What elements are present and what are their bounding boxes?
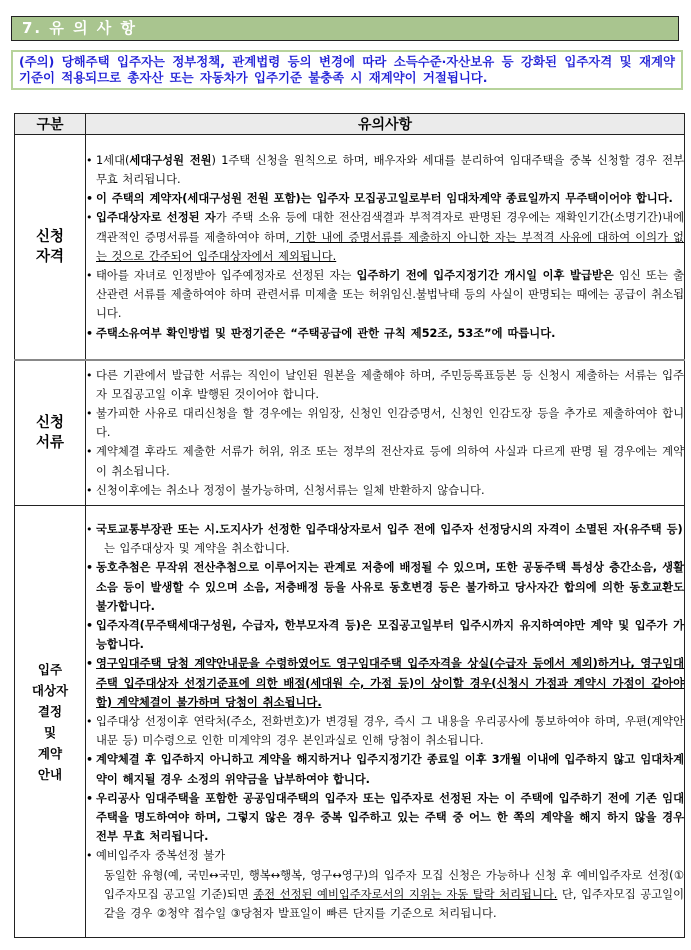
list-item: • 계약체결 후 입주하지 아니하고 계약을 해지하거나 입주지정기간 종료일 이후 3개월 이내에 입주하지 않고 임대차계약이 해지될 경우 소정의 위약금을 납부하여야 합니다. — [86, 750, 684, 788]
list-item — [86, 266, 684, 324]
list-item: • 다른 기관에서 발급한 서류는 직인이 날인된 원본을 제출해야 하며, 주민등록표등본 등 신청시 제출하는 서류는 입주자 모집공고일 이후 발행된 것이어야 합니다. — [86, 366, 684, 404]
notes-eligibility — [86, 135, 685, 360]
list-item: • 신청이후에는 취소나 정정이 불가능하며, 신청서류는 일체 반환하지 않습니다. — [86, 481, 684, 500]
category-label-line: 신청 — [35, 228, 64, 245]
list-item: • 우리공사 임대주택을 포함한 공공임대주택의 입주자 또는 입주자로 선정된 자는 이 주택에 입주하기 전에 기존 임대주택을 명도하여야 하며, 그렇지 않은 경우 중복 입주하고 있는 주택 중 어느 한 쪽의 계약을 해지 하지 않을 경우 전부 무효 처리됩니다. — [86, 789, 684, 847]
category-label-line: 결정 — [37, 703, 63, 719]
list-item — [86, 846, 684, 923]
list-item: • 동호추첨은 무작위 전산추첨으로 이루어지는 관계로 저층에 배정될 수 있으며, 또한 공동주택 특성상 층간소음, 생활소음 등이 발생할 수 있으며 소음, 저층배정 등을 사유로 동호변경 등은 불가하고 당사자간 합의에 의한 동호교환도 불가합니다. — [86, 558, 684, 616]
list-item: • 주택소유여부 확인방법 및 판정기준은 “주택공급에 관한 규칙 제52조, 53조”에 따릅니다. — [86, 324, 684, 343]
section-title: 7. 유 의 사 항 — [11, 16, 679, 41]
item-text-bold: 입주하기 전에 입주지정기간 개시일 이후 발급받은 — [356, 268, 614, 282]
header-category: 구분 — [15, 114, 86, 135]
list-item — [86, 520, 684, 558]
notes-contract — [86, 506, 685, 938]
category-label-line: 신청 — [35, 414, 64, 431]
item-text: 임신 또는 출산관련 서류를 제출하여야 하며 관련서류 미제출 또는 허위임신.불법낙태 등의 사실이 판명되는 때에는 공급이 취소됩니다. — [96, 268, 685, 321]
category-contract — [15, 506, 86, 938]
table-row-eligibility — [15, 135, 685, 360]
list-item: • 입주자격(무주택세대구성원, 수급자, 한부모자격 등)은 모집공고일부터 입주시까지 유지하여야만 계약 및 입주가 가능합니다. — [86, 616, 684, 654]
item-text: 가 주택 소유 등에 대한 전산검색결과 부적격자로 판명된 경우에는 재확인기간(소명기간)내에 객관적인 증명서류를 제출하여야 하며, — [96, 211, 685, 244]
item-text: ) 1주택 신청을 원칙으로 하며, 배우자와 세대를 분리하여 임대주택을 중복 신청할 경우 전부 무효 처리됩니다. — [96, 153, 684, 186]
item-text: 동일한 유형(예, 국민↔국민, 행복↔행복, 영구↔영구)의 입주자 모집 신청은 가능하나 신청 후 예비입주자로 선정(①입주자모집 공고일 기준)되면 — [104, 868, 684, 901]
table-row-contract — [15, 506, 685, 938]
item-text: 는 입주대상자 및 계약을 취소합니다. — [104, 542, 290, 556]
category-label-line: 안내 — [37, 766, 63, 782]
table-row-documents — [15, 360, 685, 506]
item-detail — [96, 866, 684, 924]
item-text-bold: 국토교통부장관 또는 시.도지사가 선정한 입주대상자로서 입주 전에 입주자 선정당시의 자격이 소멸된 자(유주택 등) — [96, 523, 683, 536]
notes-table — [14, 113, 685, 938]
category-label-line: 계약 — [37, 745, 63, 761]
list-item — [86, 208, 684, 266]
item-text: 1세대( — [96, 153, 130, 167]
list-item — [86, 151, 684, 189]
item-text: 단, 입주자모집 공고일이 같을 경우 ②청약 접수일 ③당첨자 발표일이 빠른 단지를 기준으로 처리됩니다. — [104, 887, 684, 921]
category-label-line: 입주 — [37, 661, 63, 677]
item-text-underline: 기한 내에 증명서류를 제출하지 아니한 자는 부적격 사유에 대하여 이의가 없는 것으로 간주되어 입주대상자에서 제외됩니다. — [96, 230, 684, 263]
category-documents — [15, 360, 86, 506]
caution-notice: (주의) 당해주택 입주자는 정부정책, 관계법령 등의 변경에 따라 소득수준·자산보유 등 강화된 입주자격 및 재계약 기준이 적용되므로 총자산 또는 자동차가 입주기준 불충족 시 재계약이 거절됩니다. — [11, 50, 683, 90]
list-item: • 영구임대주택 당첨 계약안내문을 수령하였어도 영구임대주택 입주자격을 상실(수급자 등에서 제외)하거나, 영구임대주택 입주대상자 선정기준표에 의한 배점(세대원 수, 가점 등)이 상이할 경우(신청시 가점과 계약시 가점이 같아야 함) 계약체결이 불가하며 당첨이 취소됩니다. — [86, 654, 684, 712]
list-item: • 계약체결 후라도 제출한 서류가 허위, 위조 또는 정부의 전산자료 등에 의하여 사실과 다르게 판명 될 경우에는 계약이 취소됩니다. — [86, 442, 684, 480]
item-text: 태아를 자녀로 인정받아 입주예정자로 선정된 자는 — [96, 268, 357, 282]
category-label-line: 자격 — [35, 248, 64, 265]
item-text-bold: 입주대상자로 선정된 자 — [96, 211, 216, 225]
item-text-underline: 종전 선정된 예비입주자로서의 지위는 자동 탈락 처리됩니다. — [253, 887, 558, 901]
list-item: • 불가피한 사유로 대리신청을 할 경우에는 위임장, 신청인 인감증명서, 신청인 인감도장 등을 추가로 제출하여야 합니다. — [86, 404, 684, 442]
category-label-line: 및 — [43, 724, 57, 740]
list-item: • 입주대상 선정이후 연락처(주소, 전화번호)가 변경될 경우, 즉시 그 내용을 우리공사에 통보하여야 하며, 우편(계약안내문 등) 미수령으로 인한 미계약의 경우 본인과실로 인해 당첨이 취소됩니다. — [86, 712, 684, 750]
table-header-row — [15, 114, 685, 135]
category-label-line: 서류 — [35, 434, 64, 451]
notes-documents — [86, 360, 685, 506]
header-notes: 유의사항 — [86, 114, 685, 135]
item-title: 예비입주자 중복선정 불가 — [96, 849, 226, 863]
item-text-bold: 세대구성원 전원 — [129, 153, 212, 167]
list-item: • 이 주택의 계약자(세대구성원 전원 포함)는 입주자 모집공고일로부터 임대차계약 종료일까지 무주택이어야 합니다. — [86, 189, 684, 208]
category-eligibility — [15, 135, 86, 360]
category-label-line: 대상자 — [31, 682, 69, 698]
